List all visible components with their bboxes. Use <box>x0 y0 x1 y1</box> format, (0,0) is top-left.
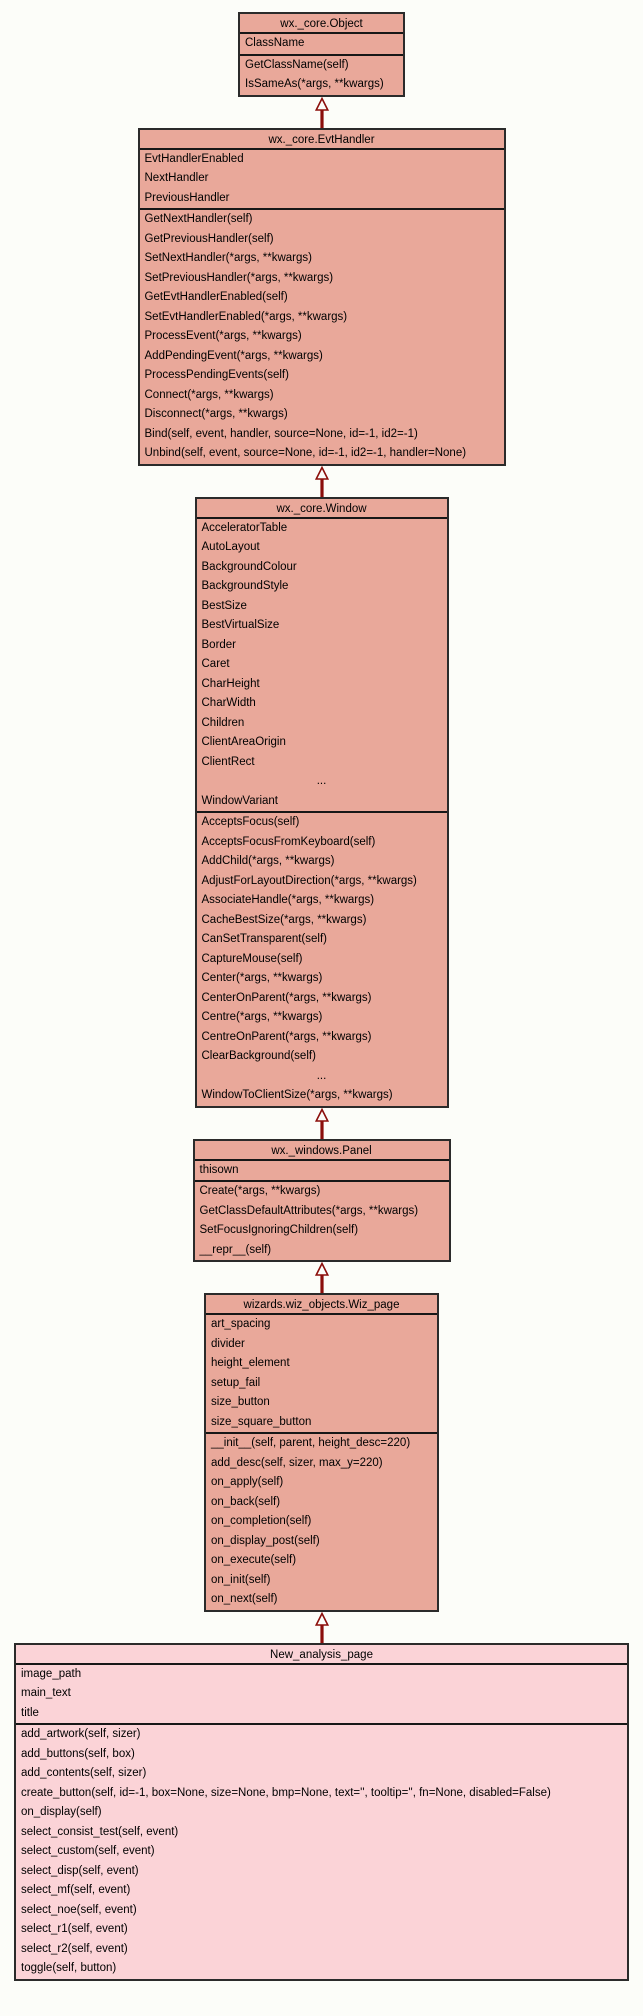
inheritance-arrow <box>315 466 329 497</box>
attribute-row: BestSize <box>201 599 247 612</box>
class-title: wx._core.Window <box>197 499 447 519</box>
attribute-row: ClientRect <box>201 755 255 768</box>
attribute-row: EvtHandlerEnabled <box>144 152 244 165</box>
attribute-row: height_element <box>211 1357 290 1369</box>
class-box-new-analysis-page[interactable] <box>14 1643 629 1981</box>
inheritance-shaft <box>320 1275 323 1293</box>
method-row: AssociateHandle(*args, **kwargs) <box>201 894 375 906</box>
method-row: add_contents(self, sizer) <box>21 1767 147 1779</box>
attribute-row: divider <box>211 1337 245 1350</box>
attribute-row: BackgroundStyle <box>201 580 289 592</box>
attribute-row: AutoLayout <box>201 541 260 553</box>
method-row: select_r2(self, event) <box>21 1942 128 1955</box>
method-row: SetFocusIgnoringChildren(self) <box>199 1224 359 1236</box>
attribute-list <box>16 1665 627 1726</box>
attribute-row: image_path <box>21 1667 82 1680</box>
method-row: WindowToClientSize(*args, **kwargs) <box>201 1089 393 1101</box>
class-title: wx._windows.Panel <box>195 1141 449 1161</box>
method-row: Create(*args, **kwargs) <box>199 1185 321 1197</box>
method-row: on_display(self) <box>21 1806 102 1818</box>
attribute-row: CharWidth <box>201 697 256 709</box>
inheritance-triangle-icon <box>316 1613 328 1625</box>
method-row: Bind(self, event, handler, source=None, id=-1, id2=-1) <box>144 427 418 440</box>
method-row: CenterOnParent(*args, **kwargs) <box>201 991 372 1004</box>
method-row: select_custom(self, event) <box>21 1845 155 1857</box>
method-row: on_init(self) <box>211 1573 271 1586</box>
inheritance-arrow <box>315 1108 329 1139</box>
attribute-row: ClassName <box>245 37 305 49</box>
inheritance-arrow <box>315 1612 329 1643</box>
method-list <box>16 1725 627 1979</box>
attribute-list <box>140 150 504 211</box>
method-row: AddPendingEvent(*args, **kwargs) <box>144 349 323 362</box>
attribute-row: AcceleratorTable <box>201 521 288 534</box>
attribute-row: ... <box>316 775 327 787</box>
method-row: add_artwork(self, sizer) <box>21 1728 141 1740</box>
method-row: on_display_post(self) <box>211 1534 320 1547</box>
method-row: select_consist_test(self, event) <box>21 1825 179 1838</box>
attribute-row: PreviousHandler <box>144 191 230 204</box>
method-row: Disconnect(*args, **kwargs) <box>144 408 288 420</box>
method-row: ProcessPendingEvents(self) <box>144 369 289 381</box>
class-box-wx-windows-panel[interactable] <box>193 1139 451 1263</box>
method-row: select_disp(self, event) <box>21 1864 139 1877</box>
attribute-row: WindowVariant <box>201 794 278 807</box>
method-row: select_noe(self, event) <box>21 1903 137 1916</box>
class-title: New_analysis_page <box>16 1645 627 1665</box>
method-row: on_next(self) <box>211 1593 278 1605</box>
method-row: GetEvtHandlerEnabled(self) <box>144 291 288 303</box>
attribute-row: title <box>21 1706 39 1719</box>
method-row: __init__(self, parent, height_desc=220) <box>211 1437 411 1449</box>
method-row: SetPreviousHandler(*args, **kwargs) <box>144 271 334 284</box>
class-title: wx._core.EvtHandler <box>140 130 504 150</box>
attribute-row: setup_fail <box>211 1376 261 1389</box>
class-title: wx._core.Object <box>240 14 403 34</box>
method-row: SetEvtHandlerEnabled(*args, **kwargs) <box>144 310 348 323</box>
attribute-row: NextHandler <box>144 172 209 184</box>
attribute-row: CharHeight <box>201 677 260 690</box>
method-row: GetClassDefaultAttributes(*args, **kwargs) <box>199 1204 419 1217</box>
method-row: on_back(self) <box>211 1495 281 1508</box>
attribute-row: BestVirtualSize <box>201 619 280 631</box>
attribute-row: main_text <box>21 1687 71 1699</box>
attribute-row: Children <box>201 716 245 729</box>
method-row: ClearBackground(self) <box>201 1050 316 1062</box>
class-box-wx-core-object[interactable] <box>238 12 405 97</box>
method-list <box>240 56 403 95</box>
method-row: IsSameAs(*args, **kwargs) <box>245 78 384 90</box>
class-box-wx-core-evthandler[interactable] <box>138 128 506 466</box>
class-box-wx-core-window[interactable] <box>195 497 449 1108</box>
attribute-list <box>240 34 403 56</box>
method-row: add_buttons(self, box) <box>21 1747 135 1760</box>
method-row: on_apply(self) <box>211 1476 284 1488</box>
method-row: AcceptsFocusFromKeyboard(self) <box>201 835 376 848</box>
method-row: GetClassName(self) <box>245 58 349 71</box>
method-row: on_completion(self) <box>211 1515 312 1527</box>
method-row: select_mf(self, event) <box>21 1884 131 1896</box>
inheritance-triangle-icon <box>316 467 328 479</box>
method-row: on_execute(self) <box>211 1554 297 1566</box>
class-title: wizards.wiz_objects.Wiz_page <box>206 1295 437 1315</box>
attribute-row: Border <box>201 638 237 651</box>
attribute-row: thisown <box>199 1163 239 1176</box>
inheritance-arrow <box>315 97 329 128</box>
attribute-row: BackgroundColour <box>201 560 297 573</box>
inheritance-shaft <box>320 1121 323 1139</box>
method-row: CentreOnParent(*args, **kwargs) <box>201 1030 372 1043</box>
method-list <box>140 210 504 464</box>
method-list <box>195 1182 449 1260</box>
attribute-row: art_spacing <box>211 1318 271 1330</box>
method-row: CacheBestSize(*args, **kwargs) <box>201 913 367 926</box>
method-row: select_r1(self, event) <box>21 1923 128 1935</box>
attribute-row: size_button <box>211 1396 270 1408</box>
class-box-wizards-wiz-objects-wiz-page[interactable] <box>204 1293 439 1612</box>
inheritance-arrow <box>315 1262 329 1293</box>
method-row: ... <box>316 1069 327 1082</box>
inheritance-triangle-icon <box>316 1109 328 1121</box>
method-row: Centre(*args, **kwargs) <box>201 1011 323 1023</box>
method-row: toggle(self, button) <box>21 1962 117 1974</box>
attribute-row: size_square_button <box>211 1415 312 1428</box>
inheritance-shaft <box>320 1625 323 1643</box>
method-row: CaptureMouse(self) <box>201 952 303 965</box>
method-row: ProcessEvent(*args, **kwargs) <box>144 330 302 342</box>
method-row: create_button(self, id=-1, box=None, size=None, bmp=None, text='', tooltip='', fn=None, disabled=False) <box>21 1786 551 1799</box>
method-row: AdjustForLayoutDirection(*args, **kwargs) <box>201 874 417 887</box>
attribute-row: ClientAreaOrigin <box>201 736 286 748</box>
method-row: SetNextHandler(*args, **kwargs) <box>144 252 312 264</box>
method-row: GetNextHandler(self) <box>144 213 253 225</box>
attribute-list <box>206 1315 437 1434</box>
method-row: Unbind(self, event, source=None, id=-1, id2=-1, handler=None) <box>144 447 467 459</box>
method-row: AddChild(*args, **kwargs) <box>201 855 335 867</box>
method-row: CanSetTransparent(self) <box>201 933 327 945</box>
attribute-list <box>197 519 447 814</box>
method-row: AcceptsFocus(self) <box>201 816 300 828</box>
attribute-row: Caret <box>201 658 230 670</box>
method-row: add_desc(self, sizer, max_y=220) <box>211 1456 383 1469</box>
inheritance-triangle-icon <box>316 1264 328 1276</box>
inheritance-triangle-icon <box>316 98 328 110</box>
method-list <box>197 813 447 1106</box>
inheritance-shaft <box>320 479 323 497</box>
method-row: Connect(*args, **kwargs) <box>144 388 274 401</box>
method-row: GetPreviousHandler(self) <box>144 232 274 245</box>
method-list <box>206 1434 437 1610</box>
inheritance-shaft <box>320 110 323 128</box>
method-row: Center(*args, **kwargs) <box>201 972 323 984</box>
method-row: __repr__(self) <box>199 1243 272 1256</box>
attribute-list <box>195 1161 449 1183</box>
